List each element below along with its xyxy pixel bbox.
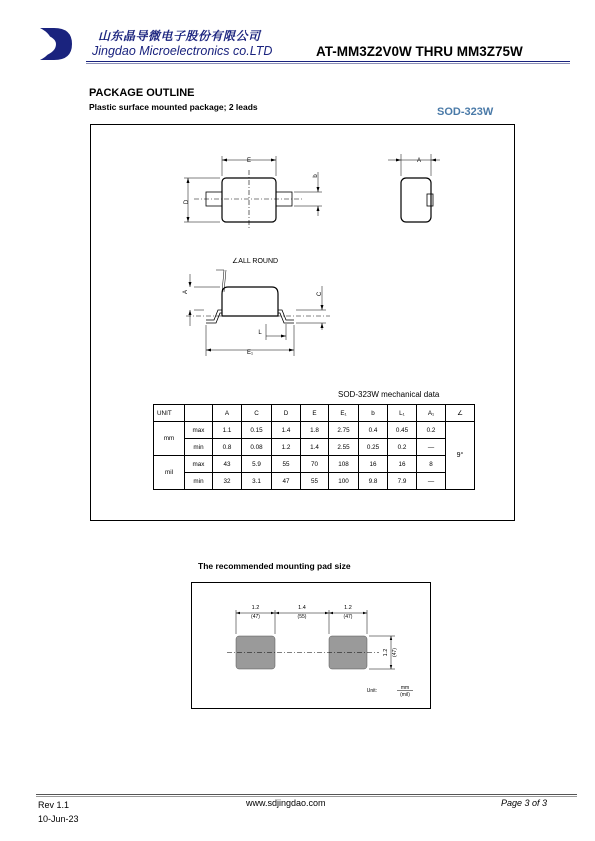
pad-dim-1: 1.2 [251, 605, 260, 611]
revision-label: Rev 1.1 [38, 800, 70, 810]
value-cell: 1.2 [272, 439, 301, 456]
pad-dim-h: 1.2 [383, 648, 389, 657]
table-row [154, 439, 475, 456]
value-cell: 1.4 [272, 422, 301, 439]
table-header-cell: C [242, 405, 272, 422]
table-header-cell [185, 405, 213, 422]
value-cell: 16 [359, 456, 388, 473]
front-view [186, 270, 330, 356]
dim-label-all-round: ∠ALL ROUND [232, 258, 279, 265]
dim-label-C: C [317, 291, 323, 297]
pad-unit-top: mm [400, 685, 410, 691]
table-header-cell: A [213, 405, 242, 422]
table-row [154, 422, 475, 439]
value-cell: 108 [329, 456, 359, 473]
value-cell: 70 [301, 456, 329, 473]
value-cell: 55 [272, 456, 301, 473]
pad-unit-bottom: (mil) [400, 692, 410, 698]
revision-date: 10-Jun-23 [38, 814, 79, 824]
value-cell: 7.9 [388, 473, 417, 490]
value-cell: 47 [272, 473, 301, 490]
value-cell: 8 [417, 456, 446, 473]
row-label: max [185, 422, 213, 439]
value-cell: 5.9 [242, 456, 272, 473]
table-header-cell: L₁ [388, 405, 417, 422]
dim-label-b: b [313, 174, 319, 178]
value-cell: 1.1 [213, 422, 242, 439]
value-cell: 2.55 [329, 439, 359, 456]
pad-dim-2: 1.4 [298, 605, 306, 611]
footer-divider-secondary [36, 796, 577, 797]
value-cell: 1.8 [301, 422, 329, 439]
row-label: min [185, 473, 213, 490]
dim-label-A-top: A [416, 158, 422, 164]
pad-dim-h-mil: (47) [392, 648, 398, 657]
part-range-title: AT-MM3Z2V0W THRU MM3Z75W [316, 44, 523, 59]
value-cell: 2.75 [329, 422, 359, 439]
table-header-cell: A₁ [417, 405, 446, 422]
value-cell: 0.25 [359, 439, 388, 456]
header-divider-secondary [86, 63, 570, 64]
value-cell: 16 [388, 456, 417, 473]
unit-cell: mil [154, 456, 185, 490]
table-header-cell: b [359, 405, 388, 422]
row-label: max [185, 456, 213, 473]
company-logo [38, 26, 74, 62]
value-cell: 32 [213, 473, 242, 490]
mech-data-table [153, 404, 475, 490]
value-cell: 0.45 [388, 422, 417, 439]
end-view [388, 154, 440, 222]
table-row [154, 456, 475, 473]
table-header-cell: UNIT [154, 405, 185, 422]
value-cell: 100 [329, 473, 359, 490]
dim-label-A: A [183, 289, 189, 295]
value-cell: 9.8 [359, 473, 388, 490]
pad-dim-1-mil: (47) [251, 614, 260, 620]
page-number: Page 3 of 3 [501, 798, 548, 808]
dim-label-D: D [184, 199, 190, 205]
dim-label-L: L [258, 330, 262, 336]
header-divider [86, 61, 570, 62]
value-cell: 0.4 [359, 422, 388, 439]
package-name: SOD-323W [437, 106, 494, 118]
package-outline-drawing [90, 124, 515, 384]
value-cell: 0.2 [388, 439, 417, 456]
value-cell: 55 [301, 473, 329, 490]
value-cell: 43 [213, 456, 242, 473]
table-header-cell: D [272, 405, 301, 422]
top-view [184, 156, 322, 230]
pad-section-title: The recommended mounting pad size [198, 561, 351, 571]
dim-label-E1: E₁ [246, 350, 254, 356]
website-link[interactable]: www.sdjingdao.com [246, 798, 326, 808]
dim-label-E: E [246, 158, 252, 164]
table-row [154, 473, 475, 490]
footer-divider [36, 794, 577, 795]
row-label: min [185, 439, 213, 456]
section-title: PACKAGE OUTLINE [89, 87, 195, 99]
table-header-cell: E₁ [329, 405, 359, 422]
table-header-row [154, 405, 475, 422]
value-cell: 3.1 [242, 473, 272, 490]
company-name-en: Jingdao Microelectronics co.LTD [92, 44, 273, 58]
value-cell: 0.08 [242, 439, 272, 456]
pad-drawing [191, 582, 431, 709]
pad-dim-2-mil: (55) [297, 614, 307, 620]
value-cell: 0.8 [213, 439, 242, 456]
table-header-cell: ∠ [446, 405, 475, 422]
value-cell: 1.4 [301, 439, 329, 456]
value-cell: 0.2 [417, 422, 446, 439]
value-cell: 0.15 [242, 422, 272, 439]
company-name-cn: 山东晶导微电子股份有限公司 [98, 29, 261, 43]
section-subtitle: Plastic surface mounted package; 2 leads [89, 102, 258, 112]
value-cell: — [417, 439, 446, 456]
value-cell: — [417, 473, 446, 490]
pad-dim-3-mil: (47) [343, 614, 353, 620]
pad-unit-label: Unit: [366, 688, 377, 694]
mech-table-title: SOD-323W mechanical data [338, 390, 440, 399]
table-header-cell: E [301, 405, 329, 422]
angle-cell: 9° [446, 422, 475, 490]
unit-cell: mm [154, 422, 185, 456]
pad-dim-3: 1.2 [344, 605, 352, 611]
